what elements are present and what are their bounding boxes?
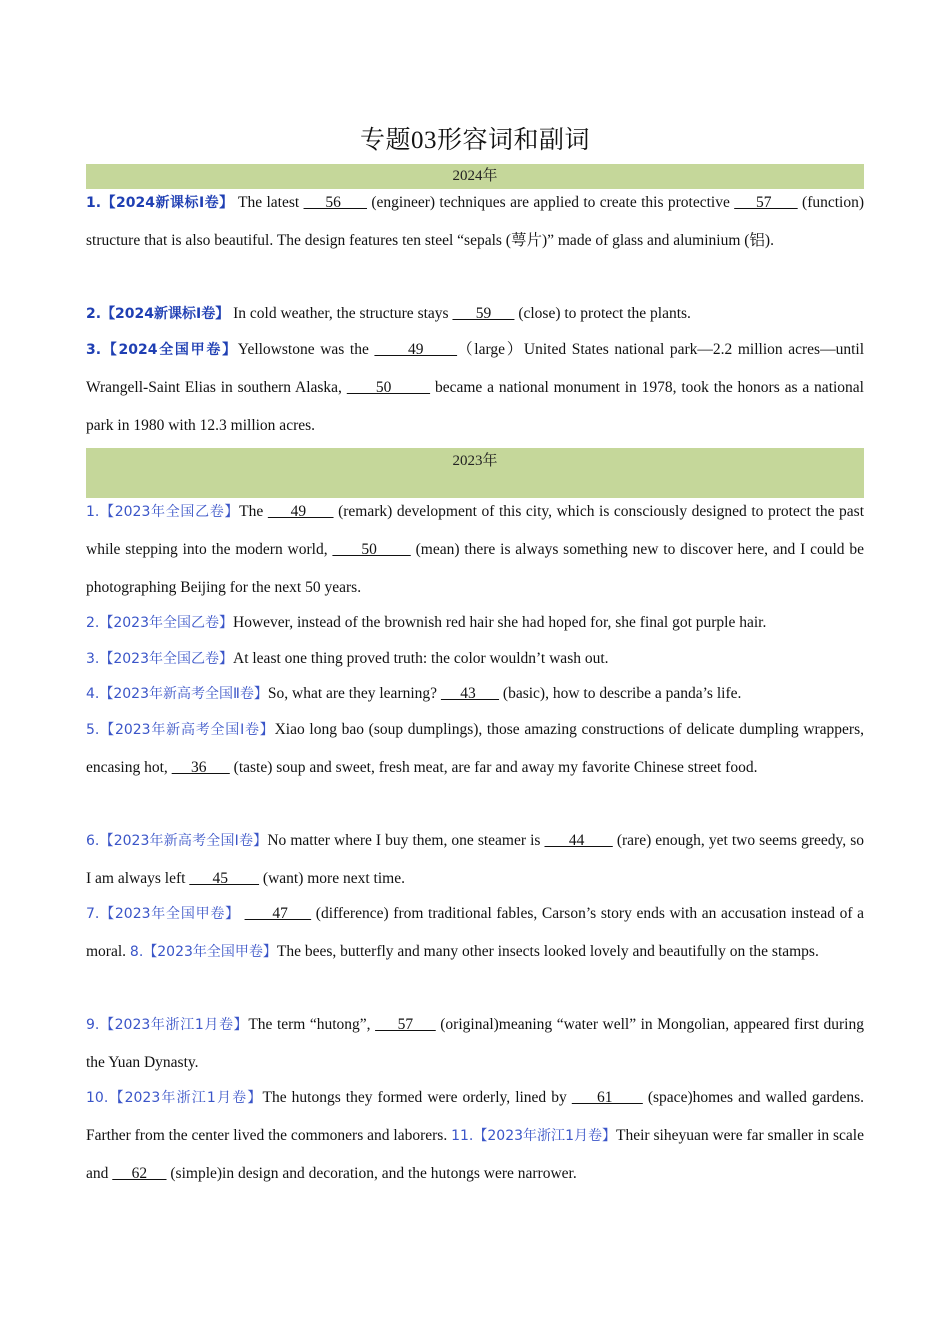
question-2024-2	[86, 304, 864, 324]
question-number: 7.	[86, 906, 100, 922]
question-2023-10-11	[86, 1079, 864, 1193]
answer-blank: 57	[734, 194, 798, 211]
source-tag: 【2023年新高考全国Ⅱ卷】	[99, 686, 268, 702]
question-number: 10.	[86, 1090, 109, 1106]
answer-blank: 56	[303, 194, 368, 211]
question-2023-7-8	[86, 895, 864, 971]
source-tag: 【2023年全国甲卷】	[99, 906, 240, 922]
question-number: 2.	[86, 306, 102, 322]
question-text: In cold weather, the structure stays	[229, 305, 453, 322]
question-text: (space)homes and walled gardens. Farther from the center lived the commoners and laborers.	[86, 1089, 864, 1144]
year-header-2024: 2024年	[86, 164, 864, 189]
question-number: 1.	[86, 195, 102, 211]
question-text: (close) to protect the plants.	[514, 305, 691, 322]
question-text: Yellowstone was the	[237, 341, 375, 358]
answer-blank: 49	[267, 503, 334, 520]
question-text: The latest	[238, 194, 304, 211]
source-tag: 【2023年浙江1月卷】	[108, 1090, 263, 1106]
answer-blank: 45	[189, 870, 260, 887]
question-text: The term “hutong”,	[248, 1016, 376, 1033]
question-number: 8.	[129, 944, 144, 960]
answer-blank: 50	[332, 541, 411, 558]
source-tag: 【2023年全国甲卷】	[143, 944, 277, 960]
question-text: (taste) soup and sweet, fresh meat, are far and away my favorite Chinese street food.	[229, 759, 758, 776]
source-tag: 【2024新课标Ⅰ卷】	[101, 195, 234, 211]
source-tag: 【2023年浙江1月卷】	[473, 1128, 617, 1144]
question-text: The bees, butterfly and many other insects looked lovely and beautifully on the stamps.	[276, 943, 819, 960]
page-title: 专题03形容词和副词	[359, 127, 590, 154]
source-tag: 【2023年全国乙卷】	[99, 651, 233, 667]
question-text: (rare) enough, yet two seems greedy, so I am always left	[86, 832, 865, 887]
source-tag: 【2023年新高考全国Ⅰ卷】	[99, 722, 275, 738]
source-tag: 【2024新课标Ⅰ卷】	[101, 306, 230, 322]
answer-blank: 44	[544, 832, 613, 849]
question-text: (want) more next time.	[259, 870, 405, 887]
source-tag: 【2023年新高考全国Ⅰ卷】	[99, 833, 268, 849]
question-text: (simple)in design and decoration, and the hutongs were narrower.	[166, 1165, 577, 1182]
question-2023-6	[86, 822, 864, 898]
answer-blank: 59	[452, 305, 515, 322]
question-text: (function) structure that is also beautiful. The design features ten steel “sepals (萼片)” made of glass and aluminium (铝).	[86, 194, 865, 249]
question-number: 9.	[86, 1017, 100, 1033]
question-text: However, instead of the brownish red hair she had hoped for, she final got purple hair.	[233, 614, 767, 631]
question-text: At least one thing proved truth: the color wouldn’t wash out.	[233, 650, 609, 667]
question-text: (mean) there is always something new to discover here, and I could be photographing Beijing for the next 50 years.	[86, 541, 864, 596]
question-text: The hutongs they formed were orderly, lined by	[262, 1089, 572, 1106]
answer-blank: 47	[244, 905, 312, 922]
question-2024-3	[86, 331, 864, 445]
question-text: (difference) from traditional fables, Carson’s story ends with an accusation instead of a moral.	[86, 905, 865, 960]
answer-blank: 49	[374, 341, 458, 358]
question-number: 1.	[86, 504, 100, 520]
question-text: The	[239, 503, 268, 520]
question-2023-5	[86, 711, 864, 787]
question-text: (original)meaning “water well” in Mongolian, appeared first during the Yuan Dynasty.	[86, 1016, 864, 1071]
source-tag: 【2023年全国乙卷】	[99, 615, 233, 631]
question-number: 3.	[86, 342, 102, 358]
source-tag: 【2023年浙江1月卷】	[99, 1017, 249, 1033]
question-number: 3.	[86, 651, 100, 667]
question-text: (basic), how to describe a panda’s life.	[499, 685, 742, 702]
question-text: Xiao long bao (soup dumplings), those amazing constructions of delicate dumpling wrappers, encasing hot,	[86, 721, 864, 776]
answer-blank: 43	[440, 685, 500, 702]
source-tag: 【2024全国甲卷】	[101, 342, 238, 358]
question-text: (remark) development of this city, which is consciously designed to protect the past while stepping into the modern world,	[86, 503, 865, 558]
question-2023-2	[86, 613, 864, 633]
question-text: No matter where I buy them, one steamer is	[267, 832, 545, 849]
question-number: 6.	[86, 833, 100, 849]
year-header-2023: 2023年	[86, 448, 864, 498]
question-text: became a national monument in 1978, took the honors as a national park in 1980 with 12.3 million acres.	[86, 379, 864, 434]
question-2024-1	[86, 184, 864, 260]
question-2023-9	[86, 1006, 864, 1082]
answer-blank: 61	[571, 1089, 643, 1106]
question-2023-4	[86, 684, 864, 704]
source-tag: 【2023年全国乙卷】	[99, 504, 240, 520]
answer-blank: 36	[171, 759, 230, 776]
answer-blank: 62	[112, 1165, 167, 1182]
question-text: Their siheyuan were far smaller in scale and	[86, 1127, 864, 1182]
question-text: （large）United States national park—2.2 million acres—until Wrangell-Saint Elias in southern Alaska,	[86, 341, 865, 396]
question-text: (engineer) techniques are applied to create this protective	[367, 194, 735, 211]
question-text: So, what are they learning?	[267, 685, 441, 702]
question-number: 5.	[86, 722, 100, 738]
question-2023-3	[86, 649, 864, 669]
question-number: 2.	[86, 615, 100, 631]
question-number: 4.	[86, 686, 100, 702]
question-2023-1	[86, 493, 864, 607]
answer-blank: 50	[346, 379, 431, 396]
question-number: 11.	[451, 1128, 474, 1144]
answer-blank: 57	[375, 1016, 436, 1033]
